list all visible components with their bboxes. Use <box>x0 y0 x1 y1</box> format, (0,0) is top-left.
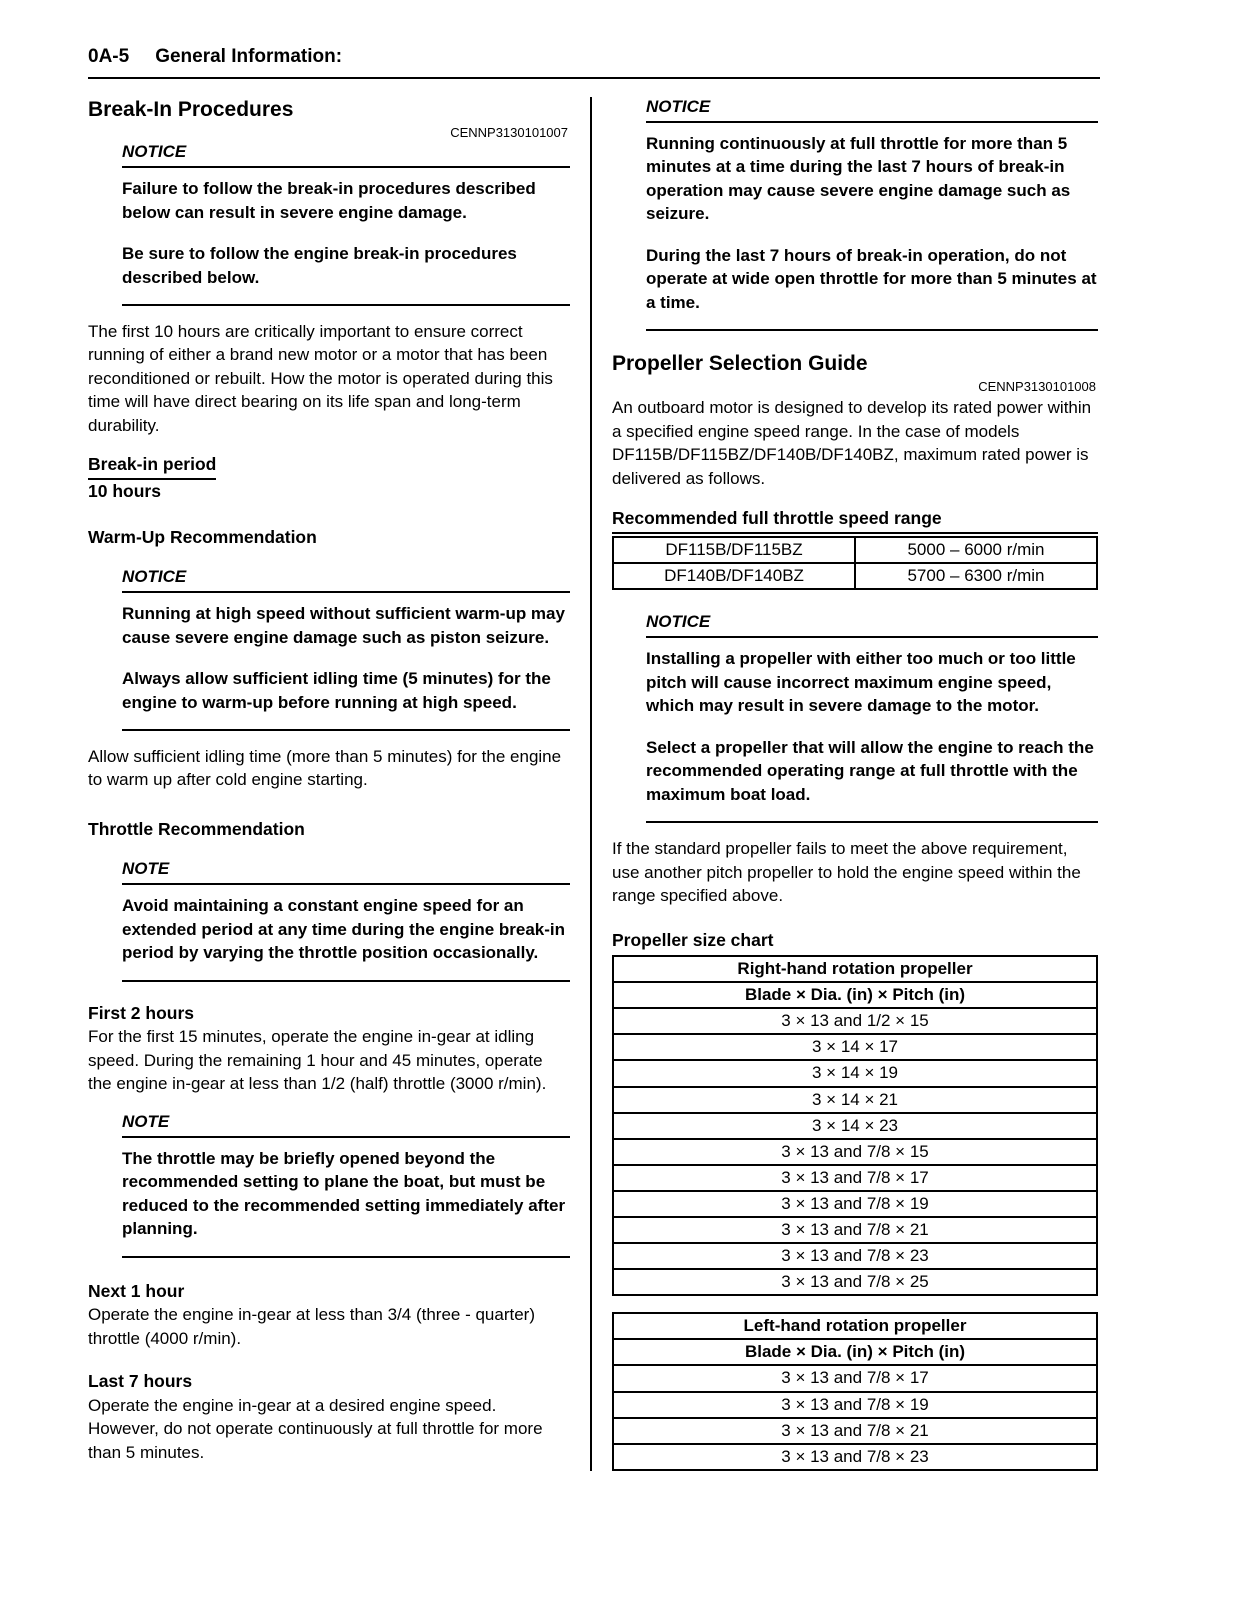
note-block <box>122 859 570 981</box>
break-in-period-block <box>88 453 570 503</box>
notice-paragraph: Always allow sufficient idling time (5 minutes) for the engine to warm-up before running at high speed. <box>122 669 551 712</box>
notice-label: NOTICE <box>646 97 1098 123</box>
page-content <box>88 46 1100 1471</box>
note-body <box>122 885 570 981</box>
table-cell: 3 × 13 and 1/2 × 15 <box>613 1008 1097 1034</box>
notice-label: NOTICE <box>122 567 570 593</box>
subheading-warm-up: Warm-Up Recommendation <box>88 526 317 547</box>
note-block <box>122 1112 570 1258</box>
table-row <box>613 956 1097 982</box>
table-row <box>613 1113 1097 1139</box>
notice-block <box>122 567 570 731</box>
notice-paragraph: Select a propeller that will allow the engine to reach the recommended operating range at full throttle with the maximum boat load. <box>646 737 1094 804</box>
next-1-hour-block <box>88 1280 570 1351</box>
left-hand-propeller-table <box>612 1312 1098 1471</box>
notice-paragraph: Failure to follow the break-in procedures described below can result in severe engine damage. <box>122 179 536 222</box>
note-label: NOTE <box>122 859 570 885</box>
notice-paragraph: During the last 7 hours of break-in operation, do not operate at wide open throttle for more than 5 minutes at a time. <box>646 245 1097 312</box>
last-7-hours-block <box>88 1370 570 1464</box>
notice-paragraph: Installing a propeller with either too much or too little pitch will cause incorrect maximum engine speed, which may result in severe damage to the motor. <box>646 649 1076 716</box>
table-row <box>613 1191 1097 1217</box>
ref-code: CENNP3130101007 <box>450 125 568 141</box>
left-column <box>88 97 570 1471</box>
notice-body <box>122 168 570 306</box>
right-column <box>612 97 1098 1471</box>
speed-range-table-heading: Recommended full throttle speed range <box>612 508 1098 534</box>
table-cell: 3 × 14 × 23 <box>613 1113 1097 1139</box>
table-cell: 3 × 13 and 7/8 × 15 <box>613 1139 1097 1165</box>
table-row <box>613 1313 1097 1339</box>
table-cell: 3 × 13 and 7/8 × 23 <box>613 1243 1097 1269</box>
table-row <box>613 1243 1097 1269</box>
table-subtitle: Blade × Dia. (in) × Pitch (in) <box>613 982 1097 1008</box>
note-body <box>122 1138 570 1258</box>
table-row <box>613 1034 1097 1060</box>
table-row <box>613 1365 1097 1391</box>
subheading-propeller-size-chart: Propeller size chart <box>612 930 774 951</box>
notice-block <box>646 612 1098 823</box>
table-row <box>613 1087 1097 1113</box>
table-row <box>613 1269 1097 1295</box>
table-cell: 3 × 13 and 7/8 × 19 <box>613 1191 1097 1217</box>
body-paragraph: Operate the engine in-gear at less than 3/4 (three - quarter) throttle (4000 r/min). <box>88 1305 535 1348</box>
table-row <box>613 1339 1097 1365</box>
table-row <box>613 1392 1097 1418</box>
table-row <box>613 1444 1097 1470</box>
table-cell: 3 × 13 and 7/8 × 21 <box>613 1418 1097 1444</box>
section-title-break-in-procedures: Break-In Procedures <box>88 98 294 121</box>
body-paragraph: For the first 15 minutes, operate the engine in-gear at idling speed. During the remaining 1 hour and 45 minutes, operate the engine in-gear at less than 1/2 (half) throttle (3000 r/min). <box>88 1027 547 1094</box>
notice-label: NOTICE <box>122 142 570 168</box>
table-row <box>613 1139 1097 1165</box>
page-header <box>88 46 1100 79</box>
notice-label: NOTICE <box>646 612 1098 638</box>
section-title-propeller-selection: Propeller Selection Guide <box>612 352 868 376</box>
first-2-hours-block <box>88 1002 570 1096</box>
notice-block <box>646 97 1098 331</box>
table-cell: 3 × 13 and 7/8 × 23 <box>613 1444 1097 1470</box>
body-paragraph: Allow sufficient idling time (more than 5 minutes) for the engine to warm up after cold engine starting. <box>88 746 562 790</box>
page-title: General Information: <box>155 46 343 67</box>
subheading-throttle: Throttle Recommendation <box>88 818 305 839</box>
ref-code: CENNP3130101008 <box>978 379 1096 395</box>
table-cell-model: DF115B/DF115BZ <box>613 537 855 563</box>
subheading-first-2-hours: First 2 hours <box>88 1002 194 1023</box>
body-paragraph: The first 10 hours are critically important to ensure correct running of either a brand new motor or a motor that has been reconditioned or rebuilt. How the motor is operated during this time will have direct bearing on its life span and long-term durability. <box>88 322 553 435</box>
table-row <box>613 1165 1097 1191</box>
table-row <box>613 537 1097 563</box>
table-subtitle: Blade × Dia. (in) × Pitch (in) <box>613 1339 1097 1365</box>
notice-body <box>646 638 1098 823</box>
subheading-next-1-hour: Next 1 hour <box>88 1280 185 1301</box>
table-cell: 3 × 14 × 19 <box>613 1060 1097 1086</box>
note-paragraph: Avoid maintaining a constant engine speed for an extended period at any time during the engine break-in period by varying the throttle position occasionally. <box>122 896 566 963</box>
notice-block <box>122 142 570 306</box>
table-cell-model: DF140B/DF140BZ <box>613 563 855 589</box>
right-hand-propeller-table <box>612 955 1098 1296</box>
note-label: NOTE <box>122 1112 570 1138</box>
table-cell: 3 × 13 and 7/8 × 17 <box>613 1365 1097 1391</box>
table-cell: 3 × 13 and 7/8 × 19 <box>613 1392 1097 1418</box>
body-paragraph: Operate the engine in-gear at a desired engine speed. However, do not operate continuously at full throttle for more than 5 minutes. <box>88 1395 543 1462</box>
notice-paragraph: Be sure to follow the engine break-in procedures described below. <box>122 244 517 287</box>
subheading-last-7-hours: Last 7 hours <box>88 1371 193 1392</box>
page-number: 0A-5 <box>88 46 130 67</box>
table-title: Left-hand rotation propeller <box>613 1313 1097 1339</box>
note-paragraph: The throttle may be briefly opened beyond the recommended setting to plane the boat, but must be reduced to the recommended setting immediately after planning. <box>122 1148 566 1239</box>
table-row <box>613 1418 1097 1444</box>
notice-body <box>646 123 1098 331</box>
body-paragraph: An outboard motor is designed to develop its rated power within a specified engine speed range. In the case of models DF115B/DF115BZ/DF140B/DF140BZ, maximum rated power is delivered as follows. <box>612 398 1092 488</box>
notice-paragraph: Running continuously at full throttle for more than 5 minutes at a time during the last 7 hours of break-in operation may cause severe engine damage such as seizure. <box>646 134 1071 224</box>
table-cell-range: 5700 – 6300 r/min <box>855 563 1097 589</box>
table-row <box>613 1008 1097 1034</box>
table-row <box>613 563 1097 589</box>
table-cell-range: 5000 – 6000 r/min <box>855 537 1097 563</box>
two-column-layout <box>88 97 1100 1471</box>
break-in-period-label: Break-in period <box>88 453 216 480</box>
break-in-period-value: 10 hours <box>88 480 161 501</box>
table-title: Right-hand rotation propeller <box>613 956 1097 982</box>
table-cell: 3 × 13 and 7/8 × 17 <box>613 1165 1097 1191</box>
table-cell: 3 × 13 and 7/8 × 25 <box>613 1269 1097 1295</box>
table-row <box>613 1060 1097 1086</box>
table-cell: 3 × 13 and 7/8 × 21 <box>613 1217 1097 1243</box>
speed-range-table <box>612 536 1098 590</box>
table-row <box>613 1217 1097 1243</box>
table-cell: 3 × 14 × 21 <box>613 1087 1097 1113</box>
body-paragraph: If the standard propeller fails to meet the above requirement, use another pitch propeller to hold the engine speed within the range specified above. <box>612 839 1081 905</box>
column-divider <box>590 97 592 1471</box>
notice-body <box>122 593 570 731</box>
table-row <box>613 982 1097 1008</box>
table-cell: 3 × 14 × 17 <box>613 1034 1097 1060</box>
notice-paragraph: Running at high speed without sufficient warm-up may cause severe engine damage such as piston seizure. <box>122 604 565 647</box>
